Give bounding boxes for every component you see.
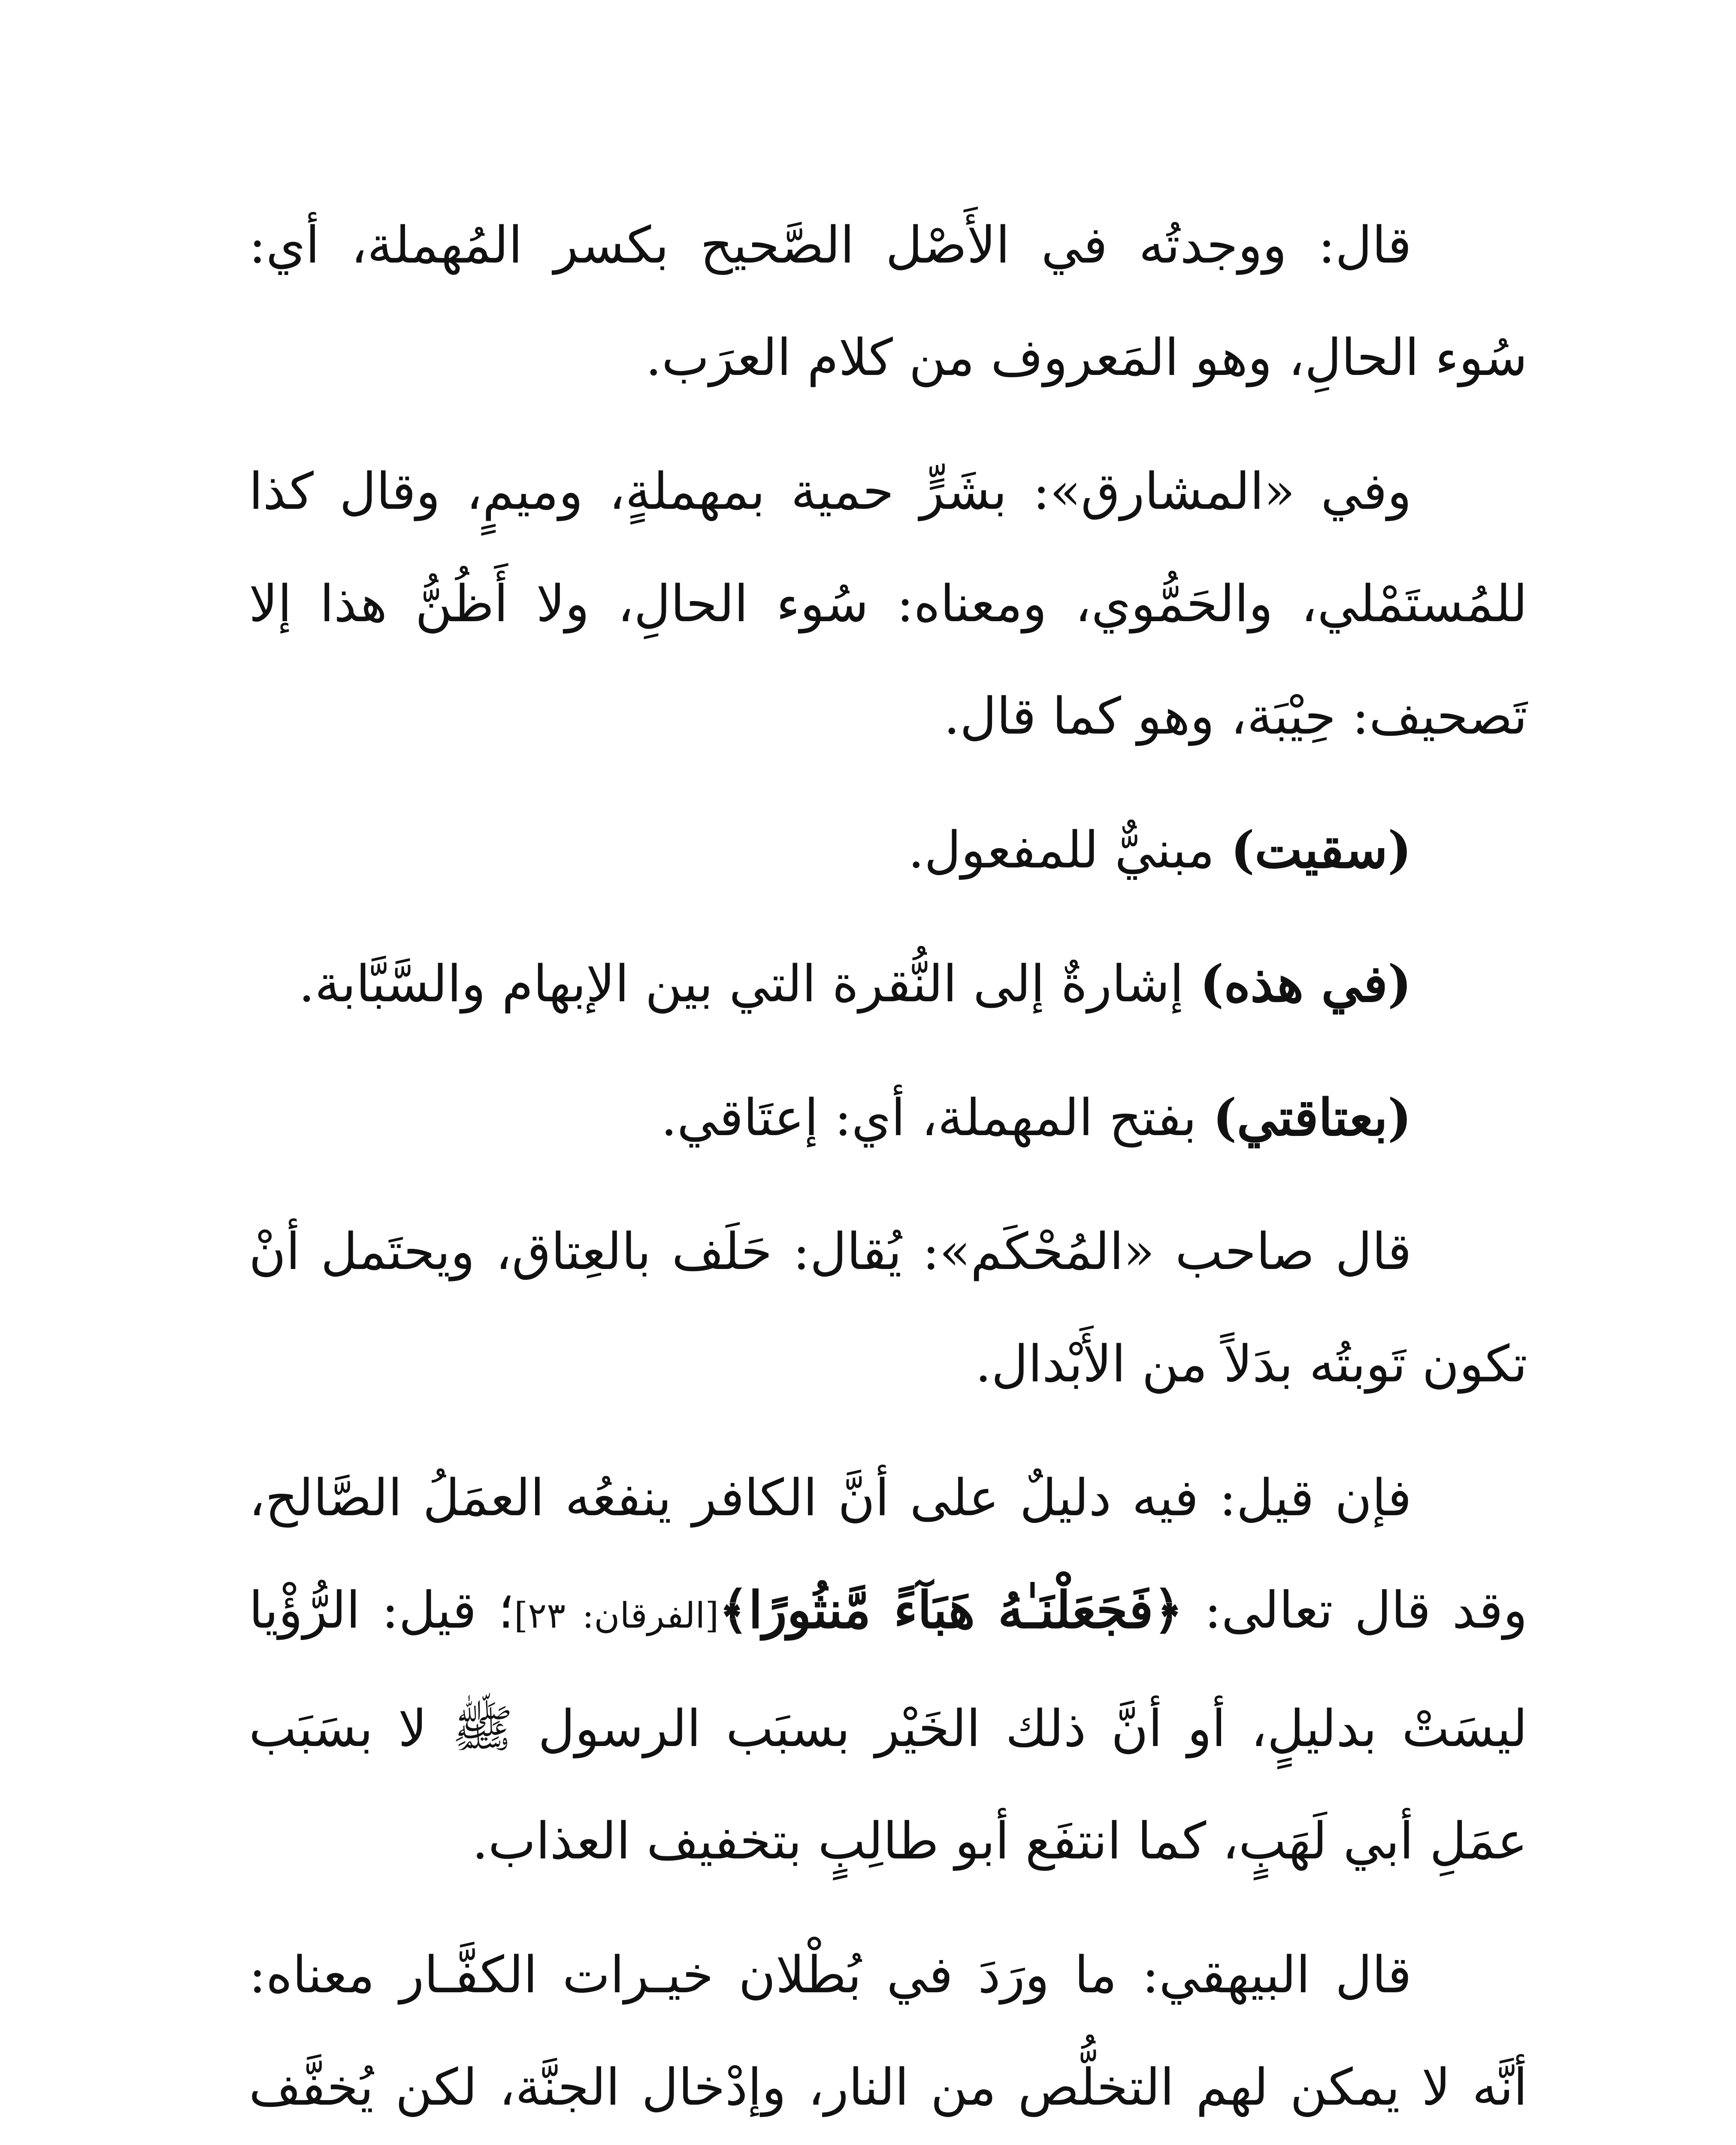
- paragraph-1: [249, 189, 1527, 414]
- paragraph-6: [249, 1195, 1527, 1420]
- paragraph-3-text: مبنيٌّ للمفعول.: [908, 820, 1231, 879]
- paragraph-7-text-before: فإن قيل: فيه دليلٌ على أنَّ الكافر ينفعُه العمَلُ الصَّالح، وقد قال تعالى:: [249, 1468, 1527, 1640]
- paragraph-4: [249, 927, 1527, 1040]
- quran-verse: ﴿فَجَعَلْنَـٰهُ هَبَآءً مَّنثُورًا﴾: [719, 1580, 1183, 1640]
- paragraph-7-text-after: ؛ قيل: الرُّؤْيا ليسَتْ بدليلٍ، أو أنَّ ذلك الخَيْر بسبَب الرسول ﷺ لا بسَبَب عمَلِ أبي لَهَبٍ، كما انتفَع أبو طالِبٍ بتخفيف العذاب.: [249, 1580, 1527, 1870]
- paragraph-8: [249, 1918, 1527, 2145]
- paragraph-8-text: قال البيهقي: ما ورَدَ في بُطْلان خيـرات الكفَّـار معناه: أنَّه لا يمكن لهم التخلُّص من النار، وإدْخال الجنَّة، لكن يُخفَّف: [249, 1945, 1527, 2117]
- paragraph-5-text: بفتح المهملة، أي: إعتَاقي.: [661, 1088, 1213, 1147]
- page-body: [249, 189, 1527, 2145]
- paragraph-4-lead: (في هذه): [1200, 954, 1412, 1013]
- paragraph-6-text: قال صاحب «المُحْكَم»: يُقال: حَلَف بالعِتاق، ويحتَمل أنْ تكون تَوبتُه بدَلاً من الأَبْدال.: [249, 1222, 1527, 1393]
- paragraph-1-text: قال: ووجدتُه في الأَصْل الصَّحيح بكسر المُهملة، أي: سُوء الحالِ، وهو المَعروف من كلام العرَب.: [249, 215, 1527, 387]
- paragraph-5: [249, 1061, 1527, 1174]
- quran-reference: [الفرقان: ٢٣]: [514, 1595, 719, 1636]
- paragraph-3-lead: (سقيت): [1231, 820, 1412, 879]
- paragraph-3: [249, 794, 1527, 906]
- paragraph-7: [249, 1441, 1527, 1897]
- paragraph-2-text: وفي «المشارق»: بشَرٍّ حمية بمهملةٍ، وميمٍ، وقال كذا للمُستَمْلي، والحَمُّوي، ومعناه: سُوء الحالِ، ولا أَظُنُّ هذا إلا تَصحيف: حِيْبَة، وهو كما قال.: [249, 462, 1527, 746]
- paragraph-5-lead: (بعتاقتي): [1213, 1088, 1412, 1147]
- paragraph-2: [249, 435, 1527, 772]
- paragraph-4-text: إشارةٌ إلى النُّقرة التي بين الإبهام والسَّبَّابة.: [299, 954, 1200, 1013]
